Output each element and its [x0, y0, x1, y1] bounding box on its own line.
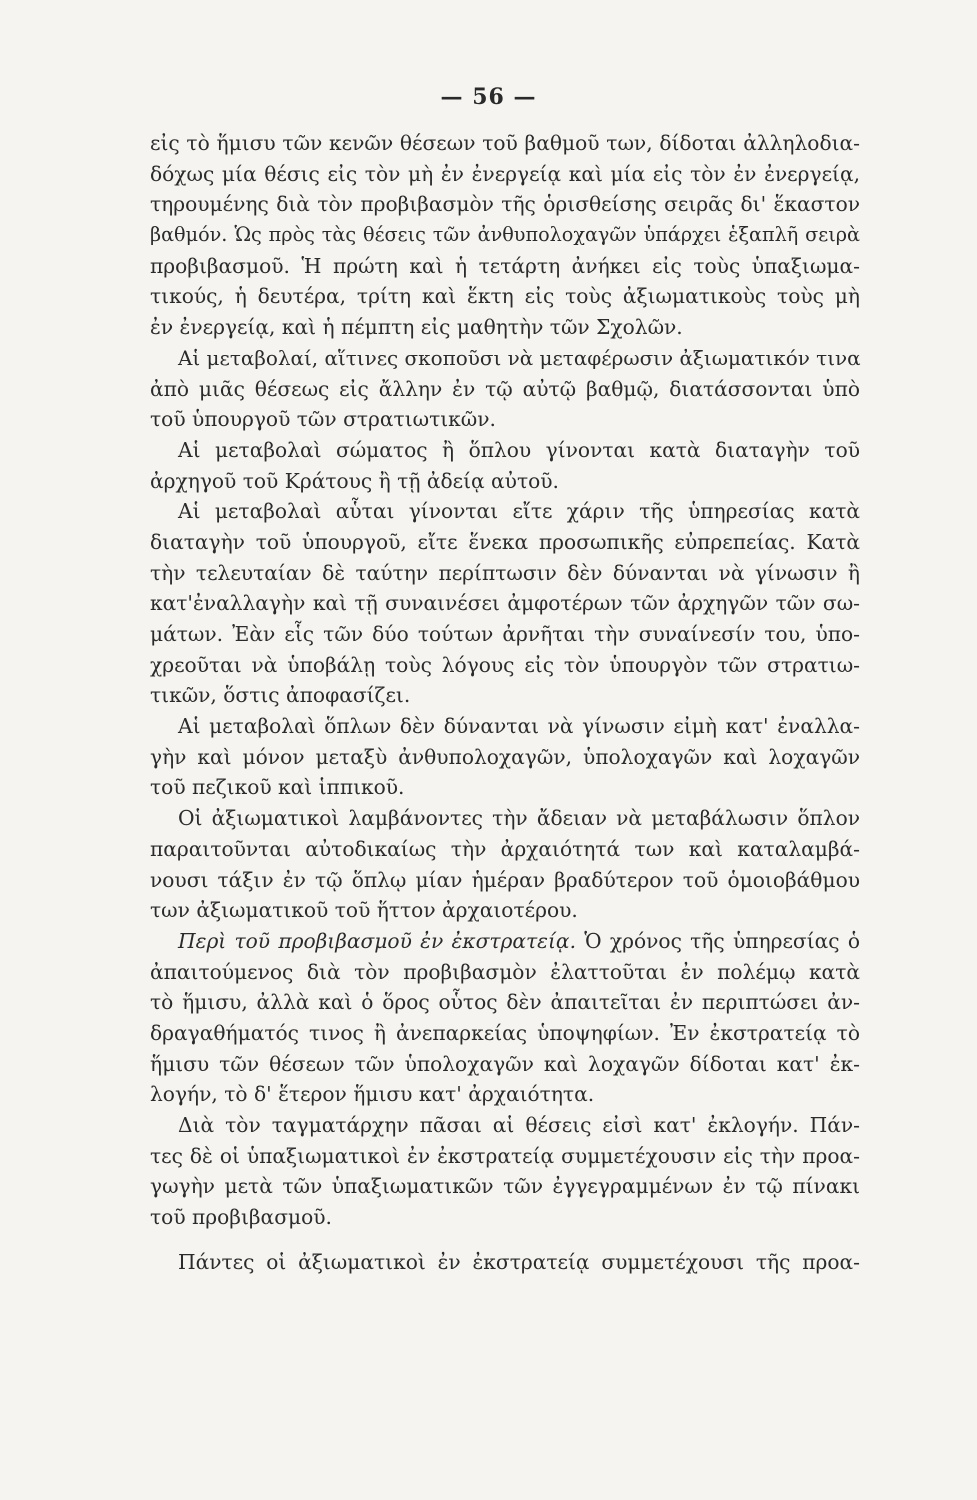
text-line: Αἱ μεταβολαὶ αὗται γίνονται εἴτε χάριν τῆς ὑπηρεσίας κατὰ	[178, 499, 860, 524]
text-line: Αἱ μεταβολαὶ σώματος ἢ ὅπλου γίνονται κατὰ διαταγὴν τοῦ	[178, 437, 860, 462]
text-line: γὴν καὶ μόνον μεταξὺ ἀνθυπολοχαγῶν, ὑπολοχαγῶν καὶ λοχαγῶν	[150, 744, 860, 769]
text-line: Πάντες οἱ ἀξιωματικοὶ ἐν ἐκστρατείᾳ συμμετέχουσι τῆς προα-	[178, 1249, 860, 1274]
text-line: Αἱ μεταβολαὶ ὅπλων δὲν δύνανται νὰ γίνωσιν εἰμὴ κατ' ἐναλλα-	[178, 714, 860, 739]
text-line: ἐν ἐνεργείᾳ, καὶ ἡ πέμπτη εἰς μαθητὴν τῶν Σχολῶν.	[150, 315, 683, 340]
text-line: διαταγὴν τοῦ ὑπουργοῦ, εἴτε ἕνεκα προσωπικῆς εὐπρεπείας. Κατὰ	[150, 529, 860, 554]
text-line: τικῶν, ὅστις ἀποφασίζει.	[150, 683, 411, 708]
page-number: — 56 —	[440, 84, 537, 110]
text-line: λογήν, τὸ δ' ἕτερον ἥμισυ κατ' ἀρχαιότητα.	[150, 1082, 595, 1107]
text-line-with-heading	[150, 926, 860, 957]
text-line: ἀρχηγοῦ τοῦ Κράτους ἢ τῇ ἀδείᾳ αὐτοῦ.	[150, 468, 559, 493]
text-line: γωγὴν μετὰ τῶν ὑπαξιωματικῶν τῶν ἐγγεγραμμένων ἐν τῷ πίνακι	[150, 1174, 860, 1199]
text-line: παραιτοῦνται αὐτοδικαίως τὴν ἀρχαιότητά των καὶ καταλαμβά-	[150, 836, 860, 861]
text-line: των ἀξιωματικοῦ τοῦ ἥττον ἀρχαιοτέρου.	[150, 898, 578, 923]
text-line: Οἱ ἀξιωματικοὶ λαμβάνοντες τὴν ἄδειαν νὰ μεταβάλωσιν ὅπλον	[178, 806, 860, 831]
text-line: τηρουμένης διὰ τὸν προβιβασμὸν τῆς ὁρισθείσης σειρᾶς δι' ἕκαστον	[150, 192, 860, 217]
body-text	[150, 128, 860, 1277]
paragraph-gap	[150, 1233, 860, 1247]
text-line: εἰς τὸ ἥμισυ τῶν κενῶν θέσεων τοῦ βαθμοῦ των, δίδοται ἀλληλοδια-	[150, 131, 860, 155]
text-line: χρεοῦται νὰ ὑποβάλῃ τοὺς λόγους εἰς τὸν ὑπουργὸν τῶν στρατιω-	[150, 652, 860, 677]
section-heading: Περὶ τοῦ προβιβασμοῦ ἐν ἐκστρατείᾳ.	[178, 928, 576, 953]
text-line: βαθμόν. Ὡς πρὸς τὰς θέσεις τῶν ἀνθυπολοχαγῶν ὑπάρχει ἑξαπλῆ σειρὰ	[150, 223, 860, 247]
text-line: ἀπαιτούμενος διὰ τὸν προβιβασμὸν ἐλαττοῦται ἐν πολέμῳ κατὰ	[150, 959, 860, 984]
text-line: τοῦ ὑπουργοῦ τῶν στρατιωτικῶν.	[150, 407, 496, 432]
text-line: τικούς, ἡ δευτέρα, τρίτη καὶ ἕκτη εἰς τοὺς ἀξιωματικοὺς τοὺς μὴ	[150, 284, 860, 309]
text-line: τοῦ προβιβασμοῦ.	[150, 1205, 332, 1230]
text-fragment: Ὁ χρόνος τῆς ὑπηρεσίας ὁ	[584, 928, 860, 953]
text-line: τοῦ πεζικοῦ καὶ ἱππικοῦ.	[150, 775, 405, 800]
text-line: τὸ ἥμισυ, ἀλλὰ καὶ ὁ ὅρος οὗτος δὲν ἀπαιτεῖται ἐν περιπτώσει ἀν-	[150, 990, 860, 1015]
text-line: τες δὲ οἱ ὑπαξιωματικοὶ ἐν ἐκστρατείᾳ συμμετέχουσιν εἰς τὴν προα-	[150, 1143, 860, 1168]
text-line: Αἱ μεταβολαί, αἵτινες σκοποῦσι νὰ μεταφέρωσιν ἀξιωματικόν τινα	[178, 345, 861, 370]
text-line: προβιβασμοῦ. Ἡ πρώτη καὶ ἡ τετάρτη ἀνήκει εἰς τοὺς ὑπαξιωμα-	[150, 253, 860, 278]
text-line: κατ'ἐναλλαγὴν καὶ τῇ συναινέσει ἀμφοτέρων τῶν ἀρχηγῶν τῶν σω-	[150, 591, 860, 616]
text-line: δόχως μία θέσις εἰς τὸν μὴ ἐν ἐνεργείᾳ καὶ μία εἰς τὸν ἐν ἐνεργείᾳ,	[150, 161, 860, 186]
text-line: ἥμισυ τῶν θέσεων τῶν ὑπολοχαγῶν καὶ λοχαγῶν δίδοται κατ' ἐκ-	[150, 1051, 860, 1076]
text-line: μάτων. Ἐὰν εἷς τῶν δύο τούτων ἀρνῆται τὴν συναίνεσίν του, ὑπο-	[150, 622, 860, 646]
text-line: ἀπὸ μιᾶς θέσεως εἰς ἄλλην ἐν τῷ αὐτῷ βαθμῷ, διατάσσονται ὑπὸ	[150, 376, 860, 401]
text-line: νουσι τάξιν ἐν τῷ ὅπλῳ μίαν ἡμέραν βραδύτερον τοῦ ὁμοιοβάθμου	[150, 867, 860, 892]
text-line: Διὰ τὸν ταγματάρχην πᾶσαι αἱ θέσεις εἰσὶ κατ' ἐκλογήν. Πάν-	[178, 1113, 860, 1137]
text-line: τὴν τελευταίαν δὲ ταύτην περίπτωσιν δὲν δύνανται νὰ γίνωσιν ἢ	[150, 560, 860, 585]
text-line: δραγαθήματός τινος ἢ ἀνεπαρκείας ὑποψηφίων. Ἐν ἐκστρατείᾳ τὸ	[150, 1020, 860, 1045]
